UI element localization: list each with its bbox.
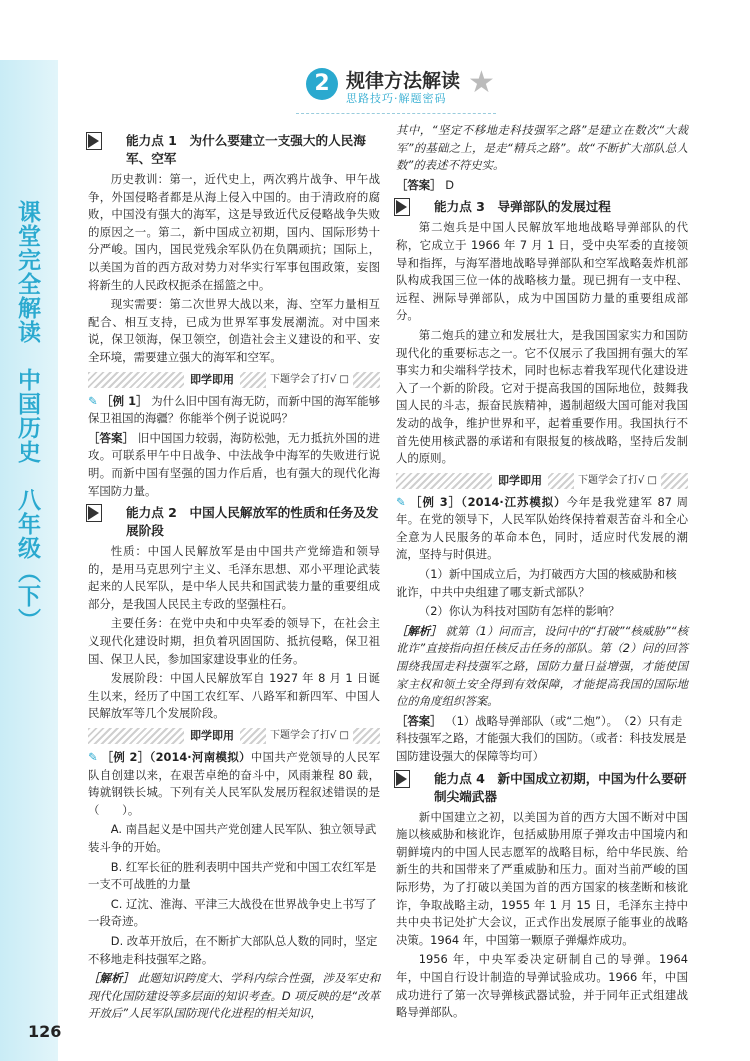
- paragraph: 现实需要：第二次世界大战以来，海、空军力量相互配合、相互支持，已成为世界军事发展潮流。对中国来说，保卫领海，保卫领空，创造社会主义建设的和平、安全环境，需要建立强大的海军和空军。: [88, 297, 380, 364]
- practice-label: 即学即用: [184, 728, 240, 744]
- paragraph: 新中国建立之初，以美国为首的西方大国不断对中国施以核威胁和核讹诈，包括威胁用原子弹攻击中国境内和朝鲜境内的中国人民志愿军的战略目标，给中华民族、给新生的共和国带来了严重威胁和压力。面对当前严峻的国际形势，为了打破以美国为首的西方国家的核垄断和核讹诈，争取战略主动，1955 年 1 月 15 日，毛泽东主持中共中央书记处扩大会议，正式作出发展原子能事业的战略决策。1964 年，中国第一颗原子弹爆炸成功。: [396, 809, 688, 947]
- section-title: 规律方法解读: [346, 70, 461, 92]
- answer-text: （1）战略导弹部队（或“二炮”）。 （2）只有走科技强军之路，才能强大我们的国防。（或者：科技发展是国防建设强大的保障等均可）: [396, 713, 687, 763]
- header-divider: [296, 113, 496, 114]
- kp-title: 中国人民解放军的性质和任务及发展阶段: [126, 505, 379, 539]
- paragraph: 主要任务：在党中央和中央军委的领导下，在社会主义现代化建设时期，担负着巩固国防、抵抗侵略，保卫祖国、保卫人民，参加国家建设事业的任务。: [88, 616, 380, 666]
- star-icon: ★: [468, 65, 495, 100]
- knowledge-point-3: [396, 198, 688, 216]
- analysis-tag: ［解析］: [396, 623, 442, 638]
- option-a: A. 南昌起义是中国共产党创建人民军队、独立领导武装斗争的开始。: [88, 822, 377, 854]
- practice-label: 即学即用: [184, 372, 240, 388]
- pen-icon: ✎: [88, 750, 98, 765]
- analysis-text: 就第（1）问而言，设问中的“打破”“核威胁”“核讹诈”直接指向担任核反击任务的部队。第（2）问的回答围绕我国走科技强军之路，国防力量日益增强，才能使国家主权和领土安全得到有效保障，才能提高我国的国际地位的角度组织答案。: [396, 623, 688, 709]
- kp-label: 能力点 2: [126, 505, 177, 521]
- practice-banner: [88, 728, 380, 744]
- paragraph: 1956 年，中央军委决定研制自己的导弹。1964 年，中国自行设计制造的导弹试验成功。1966 年，中国成功进行了第一次导弹核武器试验，并于同年正式组建战略导弹部队。: [396, 952, 688, 1020]
- answer-text: D: [445, 177, 454, 192]
- kp-label: 能力点 1: [126, 133, 177, 148]
- example-3-answer: [396, 713, 688, 766]
- analysis-text: 此题知识跨度大、学科内综合性强，涉及军史和现代化国防建设等多层面的知识考查。D 项反映的是“改革开放后”人民军队国防现代化进程的相关知识，: [88, 971, 380, 1021]
- practice-checkbox[interactable]: 下题学会了打√ □: [266, 372, 353, 388]
- kp-title: 为什么要建立一支强大的人民海军、空军: [126, 133, 366, 166]
- example-3-analysis: [396, 623, 688, 711]
- kp-label: 能力点 3: [434, 199, 485, 215]
- example-question: 为什么旧中国有海无防，而新中国的海军能够保卫祖国的海疆？你能举个例子说说吗？: [88, 393, 380, 426]
- sub-question-1: （1）新中国成立后，为打破西方大国的核威胁和核讹诈，中共中央组建了哪支新式部队？: [396, 567, 677, 599]
- example-2: [88, 749, 380, 819]
- pen-icon: ✎: [396, 494, 406, 509]
- kp-label: 能力点 4: [434, 770, 485, 786]
- example-1-answer: [88, 430, 380, 500]
- example-2-analysis: [88, 970, 380, 1023]
- knowledge-point-4: [396, 770, 688, 806]
- analysis-continued: 其中，“坚定不移地走科技强军之路”是建立在数次“大裁军”的基础之上，是走“精兵之路”。故“不断扩大部队总人数”的表述不符史实。: [396, 123, 688, 173]
- practice-checkbox[interactable]: 下题学会了打√ □: [574, 473, 661, 489]
- example-tag: ［例 2］: [101, 750, 150, 765]
- example-question: 中国共产党领导的人民军队自创建以来，在艰苦卓绝的奋斗中，风雨兼程 80 载，铸就钢铁长城。下列有关人民军队发展历程叙述错误的是（ ）。: [88, 750, 380, 817]
- practice-banner: [396, 473, 688, 489]
- sidebar-title: 课堂完全解读 中国历史 八年级（下）: [14, 200, 40, 632]
- pen-icon: ✎: [88, 393, 98, 408]
- kp-title: 导弹部队的发展过程: [497, 199, 611, 215]
- paragraph: 性质：中国人民解放军是由中国共产党缔造和领导的，是用马克思列宁主义、毛泽东思想、邓小平理论武装起来的人民军队，是中华人民共和国武装力量的重要组成部分，是我国人民民主专政的坚强柱石。: [88, 544, 380, 611]
- example-tag: ［例 1］: [101, 393, 148, 408]
- option-c: C. 辽沈、淮海、平津三大战役在世界战争史上书写了一段奇迹。: [88, 896, 377, 929]
- right-column: [396, 122, 688, 1024]
- example-source: （2014·河南模拟）: [149, 750, 251, 765]
- paragraph: 历史教训：第一，近代史上，两次鸦片战争、甲午战争，外国侵略者都是从海上侵入中国的。由于清政府的腐败，中国没有强大的海军，这是导致近代反侵略战争失败的原因之一。第二，新中国成立初期，国内、国际形势十分严峻。国内，国民党残余军队仍在负隅顽抗；国际上，以美国为首的西方敌对势力对华实行军事包围政策，妄图将新生的人民政权扼杀在摇篮之中。: [88, 172, 380, 292]
- paragraph: 第二炮兵的建立和发展壮大，是我国国家实力和国防现代化的重要标志之一。它不仅展示了我国拥有强大的军事实力和尖端科学技术，同时也标志着我军现代化建设进入了一个新的阶段。它对于提高我国的国际地位，鼓舞我国人民的斗志，振奋民族精神，遏制超级大国可能对我国发动的战争，维护世界和平，起着重要作用。我国执行不首先使用核武器的承诺和有限报复的核战略，坚持后发制人的原则。: [396, 327, 688, 466]
- example-tag: ［例 3］: [410, 494, 462, 509]
- knowledge-point-1: [88, 132, 380, 168]
- practice-checkbox[interactable]: 下题学会了打√ □: [266, 728, 353, 744]
- answer-tag: ［答案］: [396, 713, 442, 728]
- practice-banner: [88, 372, 380, 388]
- practice-label: 即学即用: [492, 473, 548, 489]
- knowledge-point-2: [88, 504, 380, 540]
- example-2-answer: [396, 177, 688, 195]
- page-number: 126: [28, 1022, 62, 1041]
- sidebar: [0, 60, 58, 1061]
- section-number-badge: 2: [306, 68, 338, 100]
- answer-text: 旧中国国力较弱，海防松弛，无力抵抗外国的进攻。可联系甲午中日战争、中法战争中海军的失败进行说明。而新中国有坚强的国力作后盾，也有强大的现代化海军国防力量。: [88, 430, 380, 498]
- paragraph: 第二炮兵是中国人民解放军地地战略导弹部队的代称，它成立于 1966 年 7 月 1 日，受中央军委的直接领导和指挥，与海军潜地战略导弹部队和空军战略轰炸机部队构成我国三位一体的战略核力量。现已拥有一支中程、远程、洲际导弹部队，成为中国国防力量的重要组成部分。: [396, 220, 688, 323]
- left-column: [88, 128, 380, 1025]
- example-1: [88, 393, 380, 428]
- answer-tag: ［答案］: [88, 430, 135, 445]
- answer-tag: ［答案］: [396, 177, 442, 192]
- analysis-tag: ［解析］: [88, 971, 135, 986]
- section-subtitle: 思路技巧·解题密码: [346, 92, 447, 105]
- kp-title: 新中国成立初期，中国为什么要研制尖端武器: [434, 770, 687, 804]
- example-source: （2014·江苏模拟）: [461, 494, 567, 509]
- option-b: B. 红军长征的胜利表明中国共产党和中国工农红军是一支不可战胜的力量: [88, 859, 377, 892]
- example-question: 今年是我党建军 87 周年。在党的领导下，人民军队始终保持着艰苦奋斗和全心全意为人民服务的革命本色，同时，适应时代发展的潮流，坚持与时俱进。: [396, 494, 688, 562]
- example-3: [396, 494, 688, 564]
- option-d: D. 改革开放后，在不断扩大部队总人数的同时，坚定不移地走科技强军之路。: [88, 933, 378, 966]
- paragraph: 发展阶段：中国人民解放军自 1927 年 8 月 1 日诞生以来，经历了中国工农红军、八路军和新四军、中国人民解放军等几个发展阶段。: [88, 671, 380, 721]
- section-header: [300, 64, 495, 108]
- sub-question-2: （2）你认为科技对国防有怎样的影响？: [418, 604, 620, 619]
